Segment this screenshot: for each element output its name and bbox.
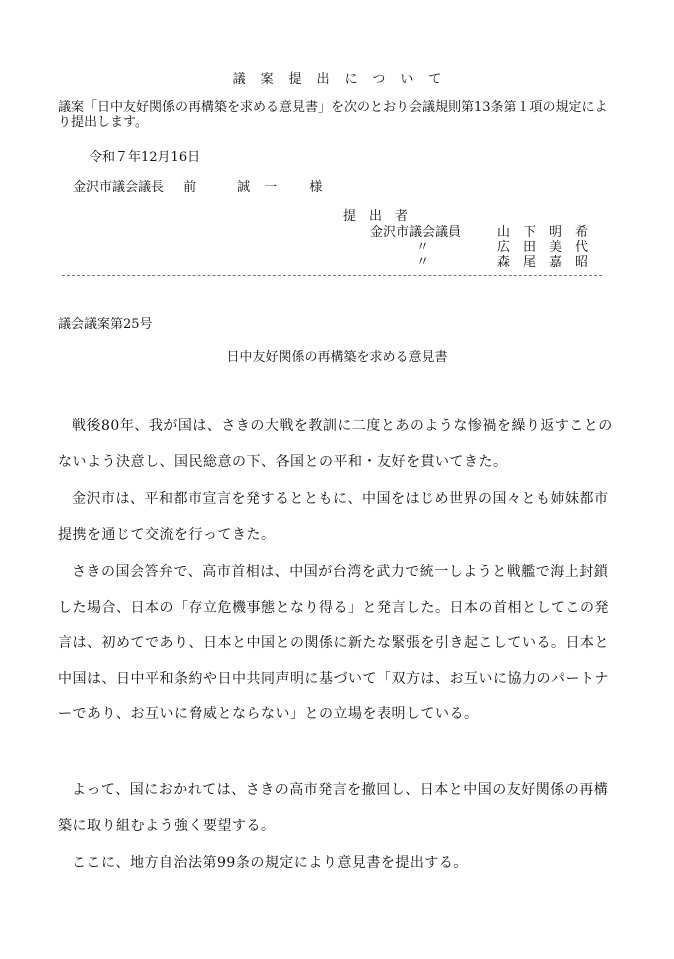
submitter-role: 金沢市議会議員 [370,225,462,240]
submitter-name: 森尾嘉昭 [497,255,602,270]
addressee-honorific: 様 [309,180,323,195]
bill-number: 議会議案第25号 [58,317,153,332]
document-heading: 議案提出について [232,72,457,87]
addressee [73,176,322,195]
body-paragraph: ここに、地方自治法第99条の規定により意見書を提出する。 [72,855,468,871]
addressee-role: 金沢市議会議長 [73,180,165,195]
body-paragraph: 戦後80年、我が国は、さきの大戦を教訓に二度とあのような惨禍を繰り返すことのないよう決意し、国民総意の下、各国との平和・友好を貫いてきた。 [58,418,613,470]
submitter-role: 〃 [416,255,430,270]
body-paragraph: さきの国会答弁で、高市首相は、中国が台湾を武力で統一しようと戦艦で海上封鎖した場合、日本の「存立危機事態となり得る」と発言した。日本の首相としてこの発言は、初めてであり、日本と中国との関係に新たな緊張を引き起こしている。日本と中国は、日中平和条約や日中共同声明に基づいて「双方は、お互いに協力のパートナーであり、お互いに脅威とならない」との立場を表明している。 [58,564,609,722]
addressee-name: 前 誠一 [183,180,292,195]
dashed-divider [62,275,602,276]
submission-date: 令和７年12月16日 [89,150,201,165]
submitter-name: 広田美代 [497,240,602,255]
submitter-role: 〃 [416,240,430,255]
intro-text: 議案「日中友好関係の再構築を求める意見書」を次のとおり会議規則第13条第１項の規定により提出します。 [58,100,608,130]
submitter-name: 山下明希 [497,225,602,240]
body-paragraph: よって、国におかれては、さきの高市発言を撤回し、日本と中国の友好関係の再構築に取り組むよう強く要望する。 [58,782,609,834]
body-paragraph: 金沢市は、平和都市宣言を発するとともに、中国をはじめ世界の国々とも姉妹都市提携を通じて交流を行ってきた。 [58,491,609,543]
submitters-label: 提出者 [343,209,422,224]
bill-title: 日中友好関係の再構築を求める意見書 [226,350,448,365]
